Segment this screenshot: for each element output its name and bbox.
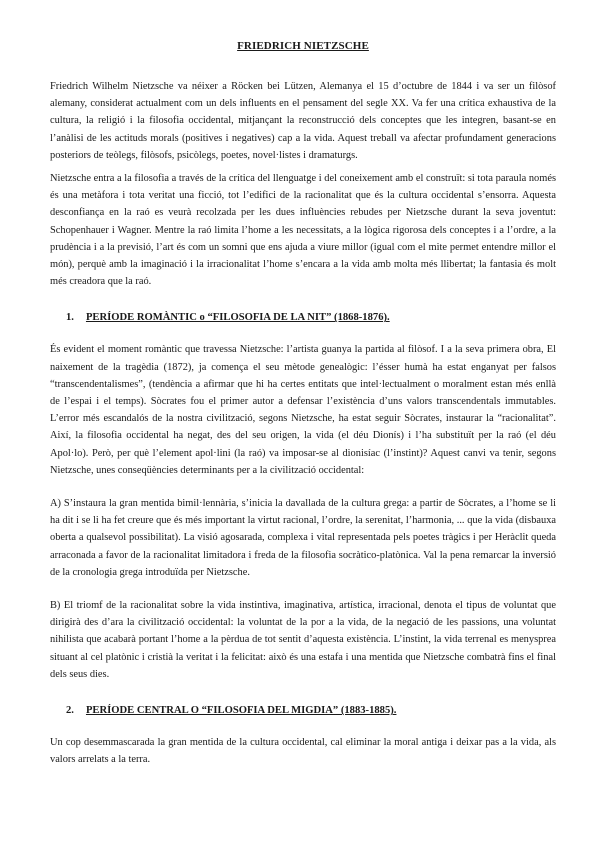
section-2-title: PERÍODE CENTRAL O “FILOSOFIA DEL MIGDIA” (1883-1885). (85, 705, 397, 717)
section-1-paragraph-2: A) S’instaura la gran mentida bimil·lennària, s’inicia la davallada de la cultura grega: a partir de Sòcrates, a l’home se li ha dit i se li ha fet creure que és més important la virtut racional, l’ordre, la serenitat, l’harmonia, ... que la vida (disbauxa oberta a qualsevol possibilitat). La visió agosarada, complexa i vital representada pels poetes tràgics i per Heràclit queda arraconada a favor de la racionalitat limitadora i freda de la filosofia socràtico-platònica. Val la pena remarcar la inversió de la cronologia grega introduïda per Nietzsche. (50, 498, 556, 578)
section-2-number: 2. (66, 705, 74, 717)
intro-paragraph-1: Friedrich Wilhelm Nietzsche va néixer a Röcken bei Lützen, Alemanya el 15 d’octubre de 1844 i va ser un filòsof alemany, considerat actualment com un dels influents en el pensament del segle XX. Va fer una crítica exhaustiva de la cultura, la religió i la filosofia occidental, mitjançant la reconstrucció dels conceptes que les integren, basant-se en l’anàlisi de les actituds morals (positives i negatives) cap a la vida. Aquest treball va afectar profundament generacions posteriors de teòlegs, filòsofs, psicòlegs, poetes, novel·listes i dramaturgs. (50, 81, 556, 161)
section-1-paragraph-3: B) El triomf de la racionalitat sobre la vida instintiva, imaginativa, artística, irracional, denota el tipus de voluntat que dirigirà des d’ara la civilització occidental: la voluntat de la por a la vida, de la negació de les passions, una voluntat nihilista que acabarà portant l’home a la pèrdua de tot sentit d’aquesta existència. L’instint, la vida terrenal es menysprea situant al cel platònic i cristià la veritat i la felicitat: això és una estafa i una mentida que Nietzsche combatrà fins el final dels seus dies. (50, 600, 556, 680)
document-title: FRIEDRICH NIETZSCHE (237, 40, 369, 52)
section-1-number: 1. (66, 312, 74, 324)
section-2-paragraph-1: Un cop desemmascarada la gran mentida de la cultura occidental, cal eliminar la moral antiga i deixar pas a la vida, als valors arrelats a la terra. (50, 737, 556, 766)
section-2-heading (66, 705, 556, 716)
document-page (50, 40, 556, 775)
section-1-title: PERÍODE ROMÀNTIC o “FILOSOFIA DE LA NIT” (1868-1876). (85, 312, 390, 324)
intro-paragraph-2: Nietzsche entra a la filosofia a través de la crítica del llenguatge i del coneixement amb el construït: si tota paraula només és una metàfora i tota veritat una ficció, tot l’edifici de la racionalitat que és la cultura occidental s’ensorra. Aquesta desconfiança en la raó es veurà recolzada per les dues influències rebudes per Nietzsche durant la seva joventut: Schopenhauer i Wagner. Mentre la raó limita l’home a les necessitats, a la lògica rigorosa dels conceptes i a l’ordre, a la prudència i a la previsió, l’art és com un somni que ens ajuda a viure millor (igual com el mite permet entendre millor el món), perquè amb la imaginació i la irracionalitat l’home s’encara a la vida amb molta més llibertat; la fantasia és molt més creadora que la raó. (50, 173, 556, 288)
section-1-heading (66, 312, 556, 323)
section-1-paragraph-1: És evident el moment romàntic que travessa Nietzsche: l’artista guanya la partida al filòsof. I a la seva primera obra, El naixement de la tragèdia (1872), ja comença el seu mètode genealògic: l’ésser humà ha estat enganyat per falsos “transcendentalismes”, (tendència a afirmar que hi ha certes entitats que intel·lectualment o moralment estan més enllà de l’espai i el temps). Sòcrates fou el primer autor a defensar l’existència d’uns valors transcendentals immutables. L’error més escandalós de la nostra civilització, segons Nietzsche, ha estat seguir Sòcrates, instaurar la “racionalitat”. Així, la filosofia occidental ha negat, des del seu origen, la vida (el déu Dionís) i l’ha substituït per la raó (el déu Apol·lo). Però, per què l’element apol·lini (la raó) va imposar-se al dionisíac (l’instint)? Aquest canvi va tenir, segons Nietzsche, unes conseqüències determinants per a la civilització occidental: (50, 344, 556, 476)
